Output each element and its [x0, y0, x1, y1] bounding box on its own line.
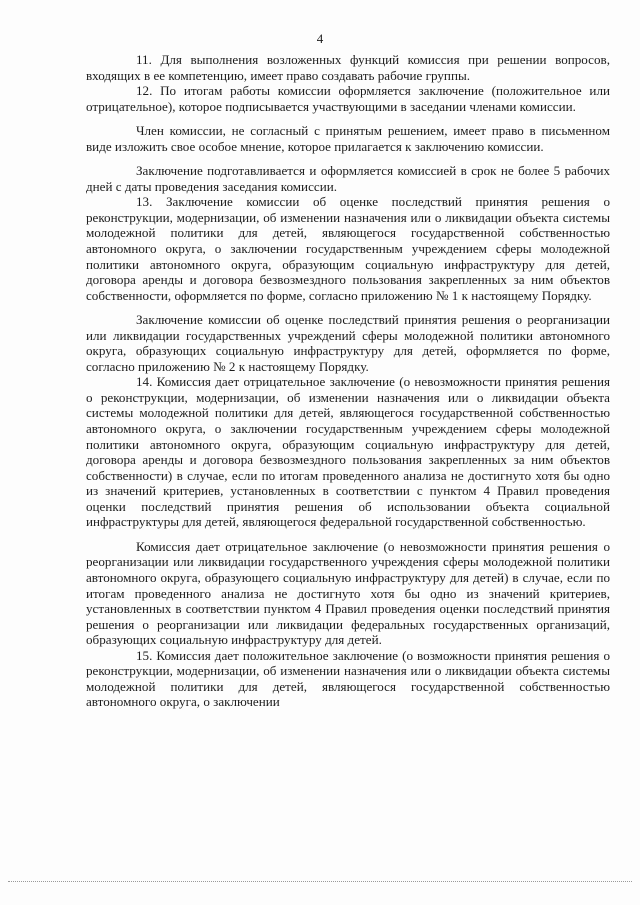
- paragraph-14-reorganization: Комиссия дает отрицательное заключение (о невозможности принятия решения о реорганизации или ликвидации государственного учреждения сферы молодежной политики автономного округа, образующего социальную инфраструктуру для детей) в случае, если по итогам проведенного анализа не достигнуто хотя бы одно из значений критериев, установленных в соответствии пунктом 4 Правил проведения оценки последствий принятия решения о реорганизации или ликвидации федеральных государственных организаций, образующих социальную инфраструктуру для детей.: [86, 538, 610, 648]
- paragraph-12: 12. По итогам работы комиссии оформляется заключение (положительное или отрицательное), которое подписывается участвующими в заседании членами комиссии.: [86, 83, 610, 114]
- page-number: 4: [316, 31, 324, 46]
- paragraph-13: 13. Заключение комиссии об оценке последствий принятия решения о реконструкции, модернизации, об изменении назначения или о ликвидации объекта системы молодежной политики для детей, являющегося государственной собственностью автономного округа, о заключении государственным учреждением сферы молодежной политики автономного округа, образующим социальную инфраструктуру для детей, договора аренды и договора безвозмездного пользования закрепленных за ним объектов собственности, оформляется по форме, согласно приложению № 1 к настоящему Порядку.: [86, 194, 610, 303]
- document-body: [86, 52, 610, 710]
- paragraph-preparation-deadline: Заключение подготавливается и оформляется комиссией в срок не более 5 рабочих дней с даты проведения заседания комиссии.: [86, 163, 610, 194]
- bottom-scan-edge: [8, 881, 632, 882]
- paragraph-14: 14. Комиссия дает отрицательное заключение (о невозможности принятия решения о реконструкции, модернизации, об изменении назначения или о ликвидации объекта системы молодежной политики для детей, являющегося государственной собственностью автономного округа, о заключении государственным учреждением сферы молодежной политики автономного округа, образующим социальную инфраструктуру для детей, договора аренды и договора безвозмездного пользования закрепленных за ним объектов собственности) в случае, если по итогам проведенного анализа не достигнуто хотя бы одно из значений критериев, установленных в соответствии с пунктом 4 Правил проведения оценки последствий принятия решения об использовании объекта социальной инфраструктуры для детей, являющегося федеральной государственной собственностью.: [86, 374, 610, 530]
- paragraph-11: 11. Для выполнения возложенных функций комиссия при решении вопросов, входящих в ее компетенцию, имеет право создавать рабочие группы.: [86, 52, 610, 83]
- paragraph-13-reorganization: Заключение комиссии об оценке последствий принятия решения о реорганизации или ликвидации государственных учреждений сферы молодежной политики автономного округа, образующих социальную инфраструктуру для детей, оформляется по форме, согласно приложению № 2 к настоящему Порядку.: [86, 312, 610, 374]
- paragraph-15: 15. Комиссия дает положительное заключение (о возможности принятия решения о реконструкции, модернизации, об изменении назначения или о ликвидации объекта системы молодежной политики для детей, являющегося государственной собственностью автономного округа, о заключении: [86, 647, 610, 710]
- paragraph-dissenting-opinion: Член комиссии, не согласный с принятым решением, имеет право в письменном виде изложить свое особое мнение, которое прилагается к заключению комиссии.: [86, 123, 610, 154]
